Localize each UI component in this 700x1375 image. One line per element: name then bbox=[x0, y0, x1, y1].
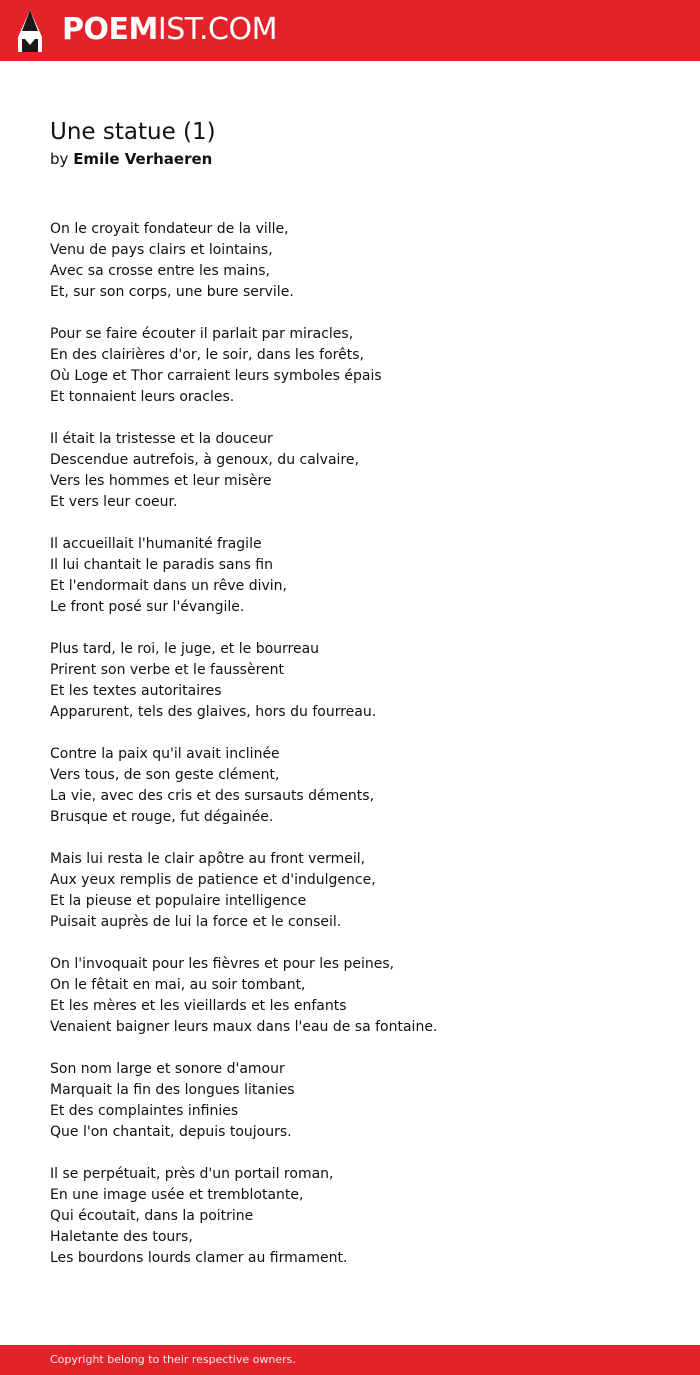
poem-line: Venaient baigner leurs maux dans l'eau de sa fontaine. bbox=[50, 1019, 438, 1035]
stanza bbox=[50, 1164, 670, 1269]
poem-line: Il se perpétuait, près d'un portail roman, bbox=[50, 1166, 334, 1182]
poem-line: Prirent son verbe et le faussèrent bbox=[50, 662, 285, 678]
poem-line: Et l'endormait dans un rêve divin, bbox=[50, 578, 287, 594]
poem-line: Le front posé sur l'évangile. bbox=[50, 599, 245, 615]
poem-line: On le fêtait en mai, au soir tombant, bbox=[50, 977, 306, 993]
copyright-text: Copyright belong to their respective owners. bbox=[50, 1353, 296, 1366]
poem-line: Vers tous, de son geste clément, bbox=[50, 767, 280, 783]
poem-line: Où Loge et Thor carraient leurs symboles épais bbox=[50, 368, 382, 384]
poem-line: Il lui chantait le paradis sans fin bbox=[50, 557, 273, 573]
poem-line: Et la pieuse et populaire intelligence bbox=[50, 893, 307, 909]
stanza bbox=[50, 534, 670, 618]
poem-line: Son nom large et sonore d'amour bbox=[50, 1061, 285, 1077]
stanza bbox=[50, 219, 670, 303]
site-footer bbox=[0, 1345, 700, 1375]
site-header bbox=[0, 0, 700, 61]
poem-line: Haletante des tours, bbox=[50, 1229, 193, 1245]
stanza bbox=[50, 324, 670, 408]
poem-line: Pour se faire écouter il parlait par miracles, bbox=[50, 326, 354, 342]
poem-line: Et des complaintes infinies bbox=[50, 1103, 239, 1119]
poem-line: Les bourdons lourds clamer au firmament. bbox=[50, 1250, 348, 1266]
poem-line: On le croyait fondateur de la ville, bbox=[50, 221, 289, 237]
poem-line: Brusque et rouge, fut dégainée. bbox=[50, 809, 274, 825]
poem-line: Puisait auprès de lui la force et le conseil. bbox=[50, 914, 342, 930]
poem-line: Et les mères et les vieillards et les enfants bbox=[50, 998, 347, 1014]
poem-line: Et, sur son corps, une bure servile. bbox=[50, 284, 294, 300]
stanza bbox=[50, 639, 670, 723]
poem-line: Marquait la fin des longues litanies bbox=[50, 1082, 295, 1098]
poem-line: Que l'on chantait, depuis toujours. bbox=[50, 1124, 292, 1140]
logo-light-text: IST.COM bbox=[157, 12, 277, 47]
author-name[interactable]: Emile Verhaeren bbox=[73, 150, 213, 168]
stanza bbox=[50, 429, 670, 513]
poem-line: Mais lui resta le clair apôtre au front vermeil, bbox=[50, 851, 366, 867]
poem-line: On l'invoquait pour les fièvres et pour les peines, bbox=[50, 956, 395, 972]
poem-line: Vers les hommes et leur misère bbox=[50, 473, 272, 489]
poem-line: En des clairières d'or, le soir, dans les forêts, bbox=[50, 347, 364, 363]
stanza bbox=[50, 954, 670, 1038]
poem-line: Et vers leur coeur. bbox=[50, 494, 178, 510]
byline bbox=[50, 149, 212, 169]
poem-line: Contre la paix qu'il avait inclinée bbox=[50, 746, 280, 762]
poem-line: Avec sa crosse entre les mains, bbox=[50, 263, 270, 279]
pencil-icon[interactable] bbox=[17, 9, 43, 53]
stanza bbox=[50, 744, 670, 828]
poem-body bbox=[50, 219, 670, 1290]
poem-line: En une image usée et tremblotante, bbox=[50, 1187, 304, 1203]
poem-line: Qui écoutait, dans la poitrine bbox=[50, 1208, 254, 1224]
poem-line: Venu de pays clairs et lointains, bbox=[50, 242, 273, 258]
poem-line: Et les textes autoritaires bbox=[50, 683, 222, 699]
poem-line: Aux yeux remplis de patience et d'indulgence, bbox=[50, 872, 376, 888]
site-logo[interactable] bbox=[62, 11, 277, 49]
by-label: by bbox=[50, 150, 69, 168]
poem-line: Descendue autrefois, à genoux, du calvaire, bbox=[50, 452, 359, 468]
poem-line: Il était la tristesse et la douceur bbox=[50, 431, 273, 447]
poem-line: Il accueillait l'humanité fragile bbox=[50, 536, 262, 552]
logo-bold-text: POEM bbox=[62, 12, 158, 47]
stanza bbox=[50, 1059, 670, 1143]
poem-line: Et tonnaient leurs oracles. bbox=[50, 389, 235, 405]
poem-line: La vie, avec des cris et des sursauts déments, bbox=[50, 788, 375, 804]
poem-title: Une statue (1) bbox=[50, 119, 216, 145]
poem-line: Apparurent, tels des glaives, hors du fourreau. bbox=[50, 704, 377, 720]
poem-line: Plus tard, le roi, le juge, et le bourreau bbox=[50, 641, 320, 657]
stanza bbox=[50, 849, 670, 933]
